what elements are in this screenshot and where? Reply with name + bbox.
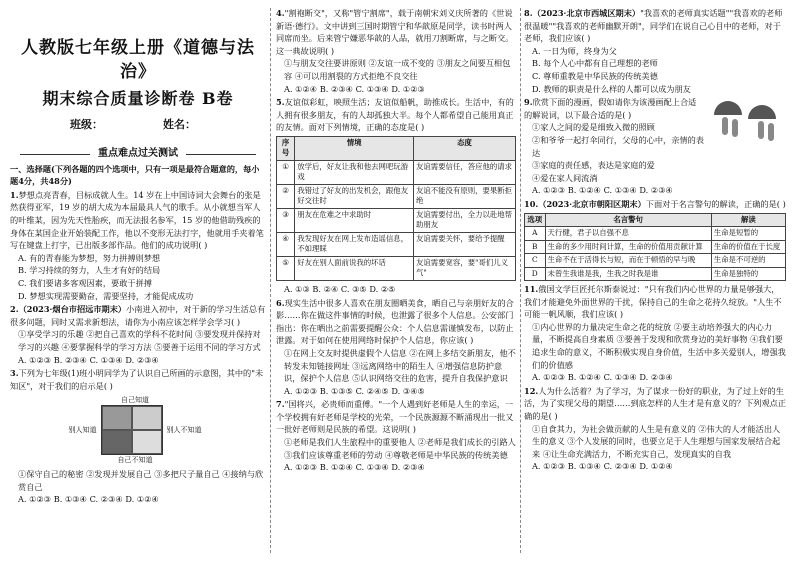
question-number: 10.	[524, 198, 539, 209]
question-stem: 6.现实生活中很多人喜欢在朋友圈晒美食，晒自己与亲朋好友的合影……你在做这件事情的时候，也泄露了很多个人信息。公安部门指出：你在晒出之前需要提醒公众：个人信息需谨慎发布，以防止泄露。对于如何在使用网络时保护个人信息，你应该( )	[276, 297, 514, 346]
answer-options: A. ①③ B. ②④ C. ③⑤ D. ②⑤	[284, 283, 396, 294]
table-cell: 生命是独特的	[711, 267, 785, 281]
table-cell: 生命是不可逆的	[711, 254, 785, 268]
scenario-row	[277, 256, 516, 280]
table-cell: ④	[277, 232, 295, 256]
answer-options: ①与朋友交往要讲原则 ②友谊一成不变的 ③朋友之间要互相包容 ④可以用割裂的方式拒绝不良交往	[284, 58, 511, 81]
answer-options: ①自食其力，为社会做贡献的人生是有意义的 ②伟大的人才能活出人生的意义 ③个人发展的同时，也要立足于人生理想与国家发展结合起来 ④让生命充满活力，不断充实自己，发现真实的自我	[532, 423, 781, 459]
answer-options: ①在网上交友时提供虚假个人信息 ②在网上多结交新朋友，他不转发未知链接网址 ③远离网络中的陌生人 ④增强信息防护意识，保护个人信息 ⑤认识网络交往的危害，提升自我保护意识	[284, 347, 516, 384]
question-source: （2023·北京市朝阳区期末）	[538, 198, 646, 209]
table-cell: B	[525, 240, 546, 254]
question-list	[10, 189, 266, 393]
answer-options: A. 一日为师，终身为父	[532, 45, 617, 56]
scenario-row	[277, 232, 516, 256]
question-number: 7.	[276, 399, 285, 410]
question-list	[276, 7, 516, 134]
table-cell: 友谊需要宽容，要"哥们儿义气"	[413, 256, 515, 280]
answer-options: C. 我们要诸多客观因素，要敢于拼搏	[18, 277, 152, 288]
table-header-cell: 态度	[413, 136, 515, 160]
answer-options: A. ①②③ B. ①③④ C. ②③④ D. ①②④	[532, 461, 673, 472]
diagram-grid	[101, 405, 163, 455]
table-cell: D	[525, 267, 546, 281]
part-instructions: 一、选择题(下列各题的四个选项中，只有一项是最符合题意的，每小题4分，共48分)	[10, 163, 260, 187]
question-stem: 10.（2023·北京市朝阳区期末）下面对于名言警句的解读，正确的是( )	[524, 198, 786, 209]
question-stem: 8.（2023·北京市西城区期末）"我喜欢的老师真实话题""我喜欢的老师很温暖""我喜欢的老师幽默开朗"，同学们在说自己心目中的老师，对于老师，我们应该( )	[524, 8, 783, 44]
question-number: 9.	[524, 97, 533, 108]
column-3	[524, 6, 786, 553]
question-number: 11.	[524, 284, 539, 294]
question-stem: 5.友谊似彩虹，映照生活；友谊似船帆，助推成长。生活中，有的人拥有很多朋友，有的人却孤独大半。每个人都希望自己能用真正的友情。面对下列情境，正确的态度是( )	[276, 97, 514, 133]
column-2	[276, 6, 516, 553]
answer-options: ①享受学习的乐趣 ②把自己喜欢的学科不花时间 ③要发现并保持对学习的兴趣 ④要掌握科学的学习方法 ⑤要善于运用不同的学习方式	[18, 329, 261, 352]
table-header-cell: 序号	[277, 136, 295, 160]
exam-subtitle: 期末综合质量诊断卷 B卷	[42, 89, 234, 108]
answer-options: D. 教师的职责是什么样的人都可以成为朋友	[532, 83, 691, 94]
question-stem: 1.梦想点亮青春，目标成就人生。14 岁在上中国诗词大会舞台的张是然获得亚军，19 岁的胡大成为本届最具人气的歌手。从小就想当军人的叶维某，因为先天性胎疾，而无法报名参军，15 岁的他借助残疾的身体在某国企业开始装配工作，他以不变形无法打字，他就用手夹着笔写在键盘上打字，已出版多部作品。他们的成功说明( )	[10, 189, 264, 251]
name-label: 姓名：	[163, 118, 196, 131]
table-cell: 天行健，君子以自强不息	[545, 227, 711, 241]
question-number: 1.	[10, 189, 19, 200]
table-cell: 我发现好友在网上发布造谣信息，不如理睬	[295, 232, 414, 256]
diagram-right-label: 别人不知道	[166, 426, 202, 435]
family-umbrella-cartoon	[708, 97, 786, 143]
quote-row	[525, 240, 786, 254]
question-source: （2023·北京市西城区期末）	[532, 8, 641, 18]
table-cell: 放学后，好友让我和他去网吧玩游戏	[295, 160, 414, 184]
table-header-cell: 选项	[525, 213, 546, 227]
question-stem: 7."国将兴，必贵师而重傅。"一个人遇到好老师是人生的幸运，一个学校拥有好老师是学校的光荣，一个民族源源不断涌现出一批又一批好老师则是民族的希望。这说明( )	[276, 399, 514, 435]
answer-options: D. 梦想实现需要勤奋，需要坚持，才能促成成功	[18, 290, 194, 301]
answer-options: ①老师是我们人生旅程中的重要他人 ②老师是我们成长的引路人 ③我们应该尊重老师的劳动 ④尊敬老师是中华民族的传统美德	[284, 437, 516, 460]
question-list	[276, 283, 516, 474]
question-stem: 12.人为什么活着？为了学习，为了谋求一份好的职业，为了过上好的生活，为了实现父母的期望……到底怎样的人生才是有意义的？下列观点正确的是( )	[524, 385, 786, 421]
answer-options: ①内心世界的力量决定生命之花的绽放 ②要主动培养强大的内心力量，不断提高自身素质 ③要善于发现和欣赏身边的美好事物 ④我们要追求生命的意义，不断积极实现自身价值，生活中多关爱别人，增强我们的价值感	[532, 321, 786, 370]
answer-options: C. 尊师重教是中华民族的传统美德	[532, 70, 658, 81]
table-header-cell: 情境	[295, 136, 414, 160]
answer-options: A. ①②③ B. ①②④ C. ①③④ D. ②③④	[532, 372, 673, 383]
table-cell: 朋友在危难之中求助时	[295, 208, 414, 232]
table-cell: 友谊需要关怀，要给予提醒	[413, 232, 515, 256]
answer-options: A. ①②③ B. ①②④ C. ①③④ D. ②③④	[532, 185, 673, 196]
table-cell: 生命是短暂的	[711, 227, 785, 241]
table-cell: ③	[277, 208, 295, 232]
column-1	[10, 6, 266, 553]
diagram-left-label: 别人知道	[68, 426, 97, 435]
question-number: 3.	[10, 368, 19, 379]
question-source: （2023·烟台市招远市期末）	[18, 304, 127, 315]
answer-options: A. ①②④ B. ②③④ C. ①③④ D. ①②③	[284, 83, 425, 94]
table-cell: 友谊不能没有原则，要果断拒绝	[413, 184, 515, 208]
scenario-row	[277, 160, 516, 184]
table-cell: 生命不在于活得长与短，而在于顿悟的早与晚	[545, 254, 711, 268]
class-label: 班级：	[70, 118, 103, 131]
table-cell: 生命的多少用时间计算，生命的价值用贡献计算	[545, 240, 711, 254]
question-number: 4.	[276, 8, 285, 18]
answer-options: B. 学习持续的努力，人生才有好的结局	[18, 265, 161, 276]
section-title: 重点难点过关测试	[10, 148, 266, 161]
scenario-row	[277, 208, 516, 232]
question-list	[524, 7, 786, 95]
answer-options: ③家庭的责任感，表达是家庭的爱	[532, 160, 655, 171]
quote-row	[525, 227, 786, 241]
table-cell: ①	[277, 160, 295, 184]
self-awareness-diagram	[50, 395, 220, 465]
answer-options: ①家人之间的爱是细致入微的照顾	[532, 122, 655, 133]
scenario-table	[276, 136, 516, 281]
question-stem: 9.欣赏下面的漫画，假如请你为该漫画配上合适的解说词，以下最合适的是( )	[524, 97, 697, 120]
table-cell: ②	[277, 184, 295, 208]
exam-title: 人教版七年级上册《道德与法治》	[21, 38, 255, 82]
question-list	[524, 283, 786, 473]
table-cell: 友谊需要付出，全力以赴地帮助朋友	[413, 208, 515, 232]
table-cell: C	[525, 254, 546, 268]
table-cell: 未曾生我谁是我，生我之时我是谁	[545, 267, 711, 281]
question-stem: 3.下列为七年级(1)班小明同学为了认识自己所画的示意图，其中的"未知区"，对于我们的启示是( )	[10, 368, 264, 391]
answer-options: B. 每个人心中都有自己理想的老师	[532, 58, 658, 69]
question-number: 6.	[276, 297, 285, 308]
diagram-top-label: 自己知道	[121, 396, 149, 405]
quote-row	[525, 254, 786, 268]
table-cell: 生命的价值在于长度	[711, 240, 785, 254]
question-stem: 2.（2023·烟台市招远市期末）小南进入初中，对于新的学习生活总有很多问题，同时又需求新想法，请你为小南应该怎样学会学习( )	[10, 304, 266, 327]
question-number: 8.	[524, 8, 533, 18]
table-header-cell: 解读	[711, 213, 785, 227]
answer-options: ②和爷爷一起打伞同行，父母的心中，亲情的表达	[532, 134, 704, 158]
answer-options: A. ①②③ B. ①③⑤ C. ②④⑤ D. ③④⑤	[284, 385, 425, 396]
answer-options: A. 有的青春能为梦想，努力拼搏则梦想	[18, 252, 161, 263]
answer-options: ④爱在家人间流淌	[532, 172, 598, 183]
answer-options: A. ①②③ B. ②③④ C. ①③④ D. ②③④	[18, 354, 159, 365]
answer-options: ①保守自己的秘密 ②发现并发展自己 ③多把尺子量自己 ④接纳与欣赏自己	[18, 469, 264, 492]
question-list	[10, 468, 266, 506]
table-cell: 好友在别人面前说我的坏话	[295, 256, 414, 280]
column-divider	[520, 8, 521, 553]
table-header-cell: 名言警句	[545, 213, 711, 227]
student-info	[70, 116, 266, 134]
diagram-bottom-label: 自己不知道	[117, 456, 153, 465]
question-number: 5.	[276, 97, 285, 108]
question-stem: 4."割袍断交"，又称"管宁割席"，载于南朝宋刘义庆所著的《世说新语·德行》。文中讲到三国时期管宁和华歆原是同学，读书时两人同席而坐。后来管宁嫌恶华歆的人品，就用刀割断席，与之断交。这一典故说明( )	[276, 8, 514, 56]
question-number: 2.	[10, 304, 19, 315]
question-stem: 11.俄国文学巨匠托尔斯泰说过："只有我们内心世界的力量是够强大，我们才能避免外面世界的干扰，保持自己的生命之花持久绽放。"人生不可能一帆风顺，我们应该( )	[524, 284, 782, 320]
answer-options: A. ①②③ B. ①③④ C. ②③④ D. ①②④	[18, 494, 159, 505]
table-cell: ⑤	[277, 256, 295, 280]
table-cell: A	[525, 227, 546, 241]
scenario-row	[277, 184, 516, 208]
quote-row	[525, 267, 786, 281]
quote-table	[524, 213, 786, 282]
answer-options: A. ①②③ B. ①②④ C. ①③④ D. ②③④	[284, 462, 425, 473]
table-cell: 友谊需要信任，答应他的请求	[413, 160, 515, 184]
column-divider	[270, 8, 271, 553]
table-cell: 我错过了好友的出发机会，跟他友好交往时	[295, 184, 414, 208]
question-number: 12.	[524, 385, 539, 396]
